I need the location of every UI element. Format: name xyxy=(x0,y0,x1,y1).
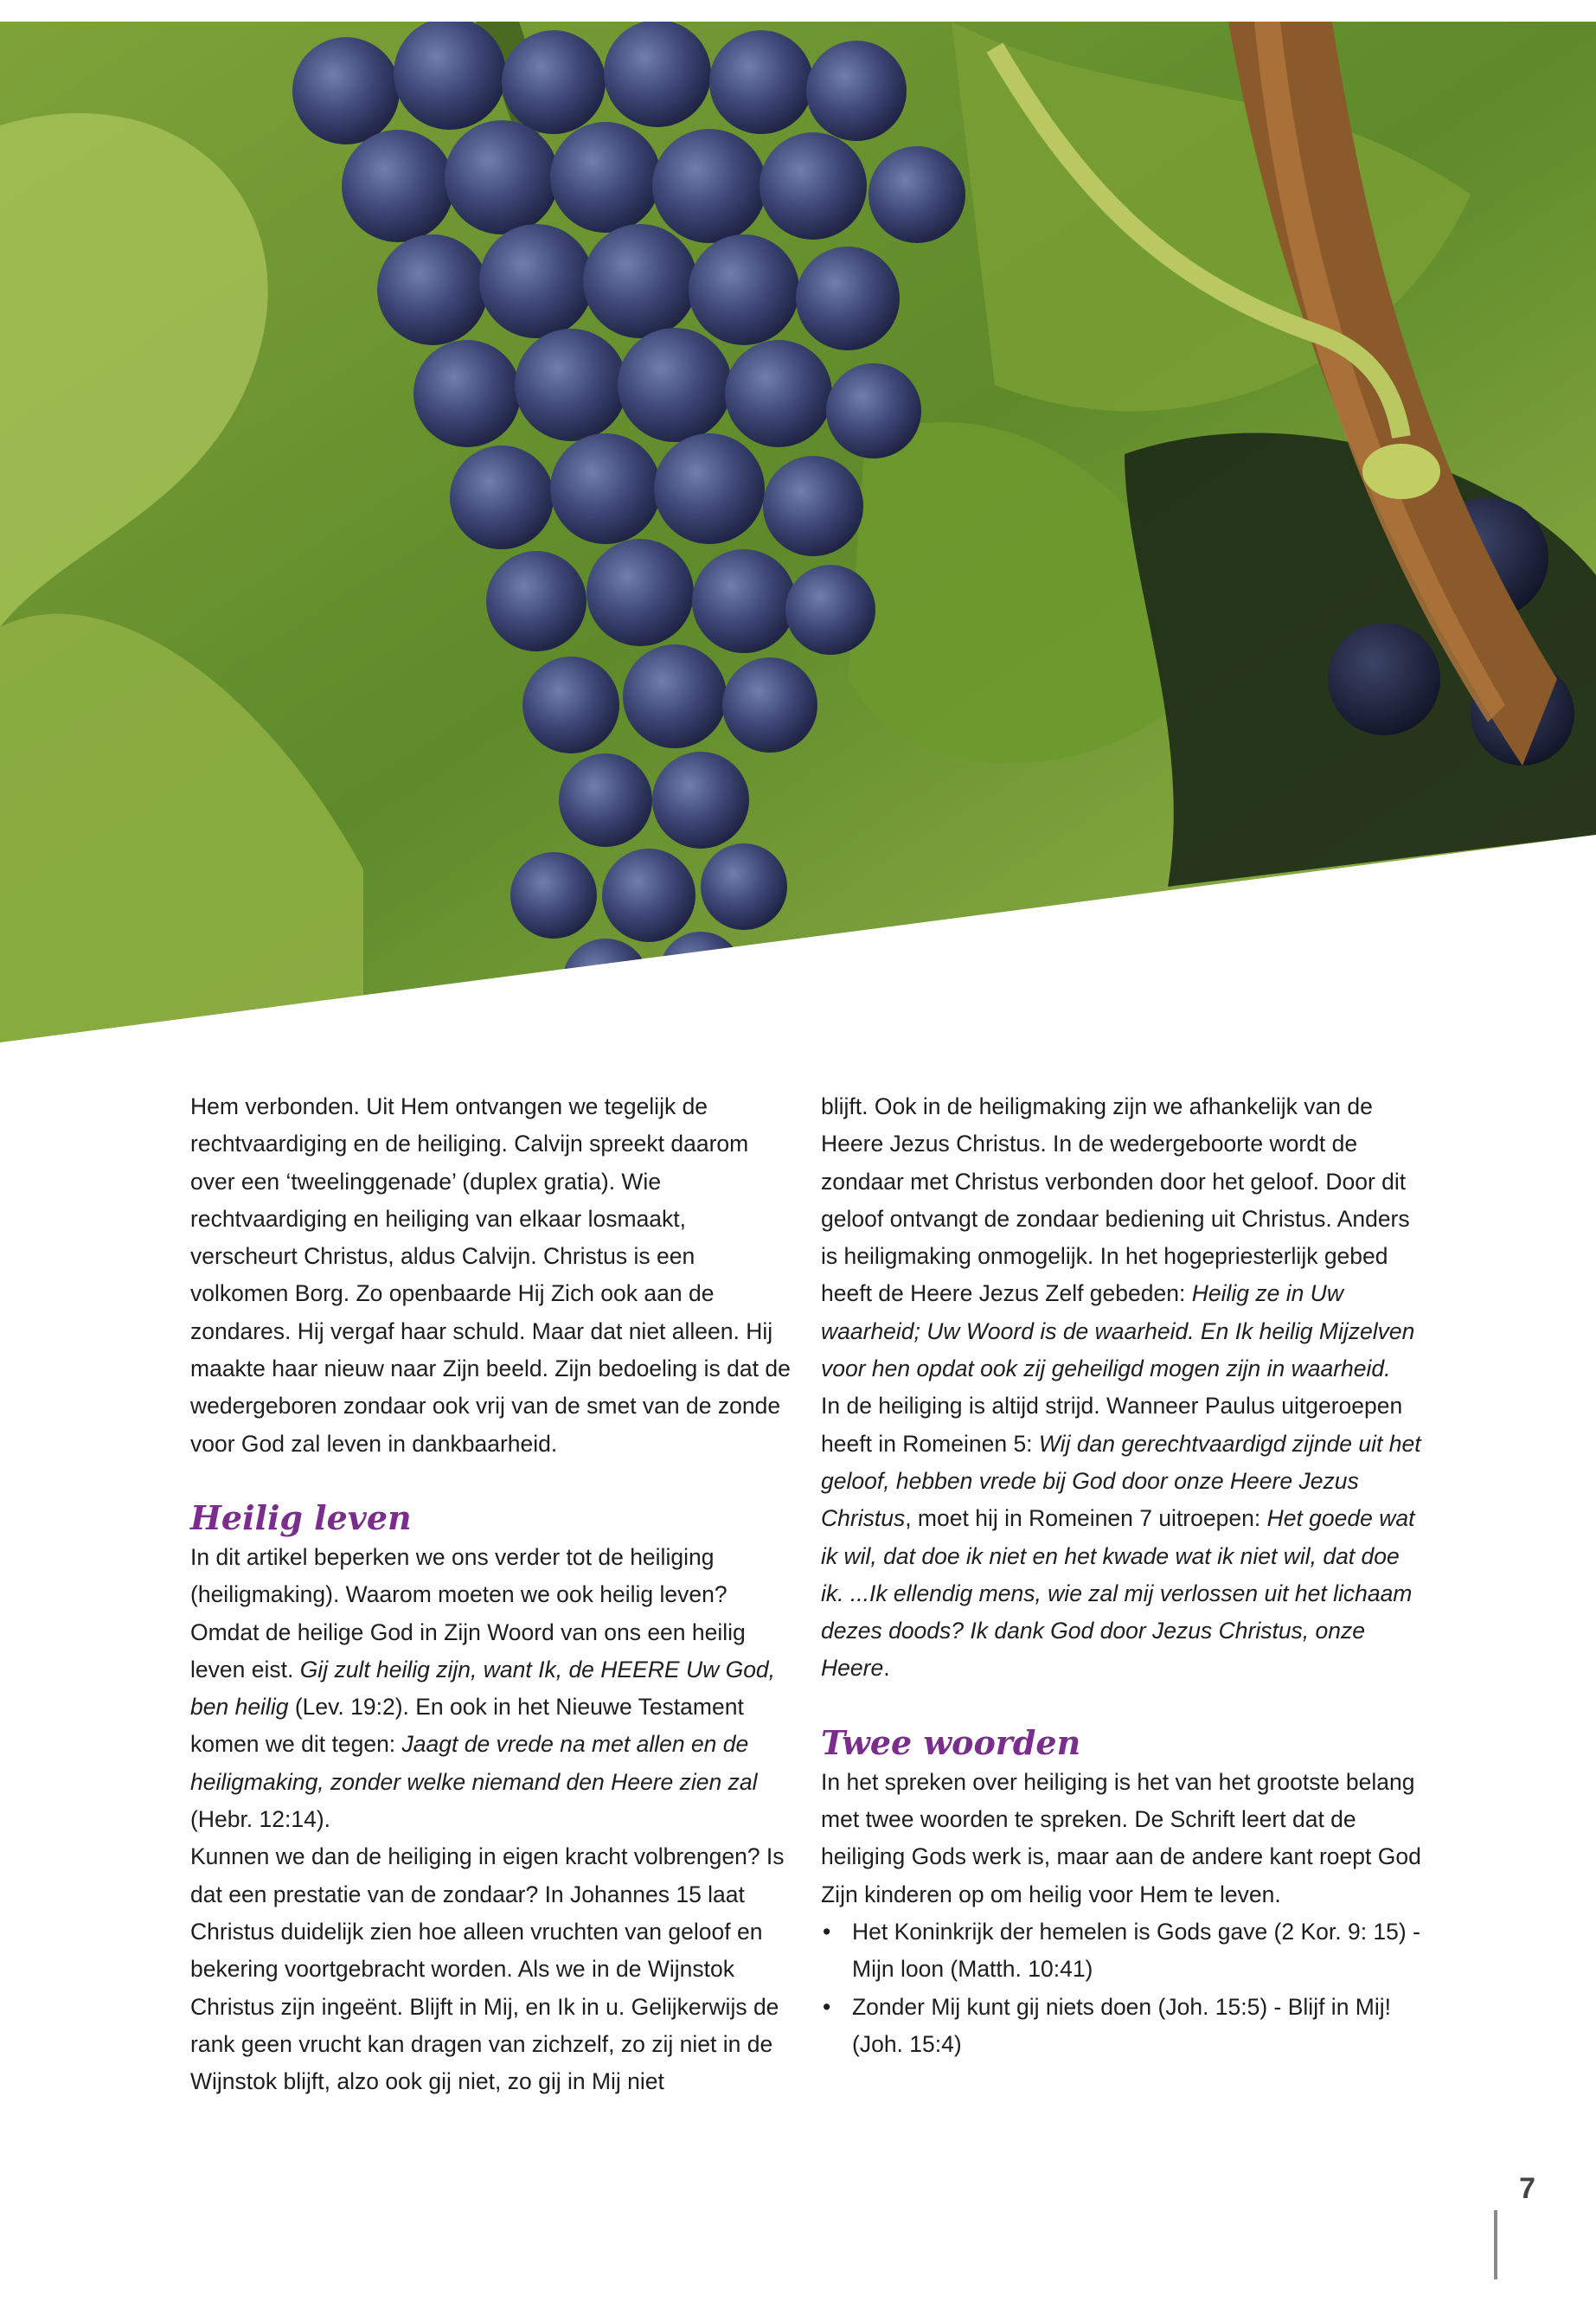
quote-romans-7: Het goede wat ik wil, dat doe ik niet en het kwade wat ik niet wil, dat doe ik. ...Ik ellendig mens, wie zal mij verlossen uit het lichaam dezes doods? Ik dank God door Jezus Christus, onze Heere xyxy=(821,1505,1415,1682)
paragraph-twee-woorden: In het spreken over heiliging is het van het grootste belang met twee woorden te spreken. De Schrift leert dat de heiliging Gods werk is, maar aan de andere kant roept God Zijn kinderen op om heilig voor Hem te leven. xyxy=(821,1768,1421,1907)
page-number-rule xyxy=(1494,2210,1497,2279)
list-item: • Het Koninkrijk der hemelen is Gods gave (2 Kor. 9: 15) - Mijn loon (Matth. 10:41) xyxy=(821,1913,1426,1989)
heading-heilig-leven: Heilig leven xyxy=(190,1497,412,1537)
list-item: • Zonder Mij kunt gij niets doen (Joh. 15:5) - Blijf in Mij! (Joh. 15:4) xyxy=(821,1989,1426,2064)
paragraph-right-1: blijft. Ook in de heiligmaking zijn we afhankelijk van de Heere Jezus Christus. In de wedergeboorte wordt de zondaar met Christus verbonden door het geloof. Door dit geloof ontvangt de zondaar bediening uit Christus. Anders is heiligmaking onmogelijk. In het hogepriesterlijk gebed heeft de Heere Jezus Zelf gebeden: Heilig ze in Uw waarheid; Uw Woord is de waarheid. En Ik heilig Mijzelven voor hen opdat ook zij geheiligd mogen zijn in waarheid. xyxy=(821,1093,1415,1382)
paragraph-heilig-leven-2: Kunnen we dan de heiliging in eigen kracht volbrengen? Is dat een prestatie van de zondaar? In Johannes 15 laat Christus duidelijk zien hoe alleen vruchten van geloof en bekering voortgebracht worden. Als we in de Wijnstok Christus zijn ingeënt. Blijft in Mij, en Ik in u. Gelijkerwijs de rank geen vrucht kan dragen van zichzelf, zo zij niet in de Wijnstok blijft, alzo ook gij niet, zo gij in Mij niet xyxy=(190,1843,785,2095)
intro-paragraph: Hem verbonden. Uit Hem ontvangen we tegelijk de rechtvaardiging en de heiliging. Calvijn spreekt daarom over een ‘tweelinggenade’ (duplex gratia). Wie rechtvaardiging en heiliging van elkaar losmaakt, verscheurt Christus, aldus Calvijn. Christus is een volkomen Borg. Zo openbaarde Hij Zich ook aan de zondares. Hij vergaf haar schuld. Maar dat niet alleen. Hij maakte haar nieuw naar Zijn beeld. Zijn bedoeling is dat de wedergeboren zondaar ook vrij van de smet van de zonde voor God zal leven in dankbaarheid. xyxy=(190,1093,791,1457)
right-column xyxy=(821,1088,1426,2063)
left-column xyxy=(190,1088,796,2100)
heading-twee-woorden: Twee woorden xyxy=(821,1722,1081,1762)
quote-lev: Gij zult heilig zijn, want Ik, de HEERE Uw God, ben heilig xyxy=(190,1656,776,1721)
quote-hebr: Jaagt de vrede na met allen en de heiligmaking, zonder welke niemand den Heere zien zal xyxy=(190,1731,758,1795)
quote-high-priestly-prayer: Heilig ze in Uw waarheid; Uw Woord is de waarheid. En Ik heilig Mijzelven voor hen opdat ook zij geheiligd mogen zijn in waarheid. xyxy=(821,1280,1415,1382)
grapes-photo xyxy=(0,22,1596,1042)
page-number: 7 xyxy=(1519,2172,1535,2205)
paragraph-right-2: In de heiliging is altijd strijd. Wanneer Paulus uitgeroepen heeft in Romeinen 5: Wij dan gerechtvaardigd zijnde uit het geloof, hebben vrede bij God door onze Heere Jezus Christus, moet hij in Romeinen 7 uitroepen: Het goede wat ik wil, dat doe ik niet en het kwade wat ik niet wil, dat doe ik. ...Ik ellendig mens, wie zal mij verlossen uit het lichaam dezes doods? Ik dank God door Jezus Christus, onze Heere. xyxy=(821,1393,1421,1682)
quote-romans-5: Wij dan gerechtvaardigd zijnde uit het geloof, hebben vrede bij God door onze Heere Jezus Christus xyxy=(821,1430,1421,1532)
bullet-list xyxy=(821,1913,1426,2063)
paragraph-heilig-leven-1: In dit artikel beperken we ons verder tot de heiliging (heiligmaking). Waarom moeten we ook heilig leven? Omdat de heilige God in Zijn Woord van ons een heilig leven eist. Gij zult heilig zijn, want Ik, de HEERE Uw God, ben heilig (Lev. 19:2). En ook in het Nieuwe Testament komen we dit tegen: Jaagt de vrede na met allen en de heiligmaking, zonder welke niemand den Heere zien zal (Hebr. 12:14). xyxy=(190,1543,776,1833)
